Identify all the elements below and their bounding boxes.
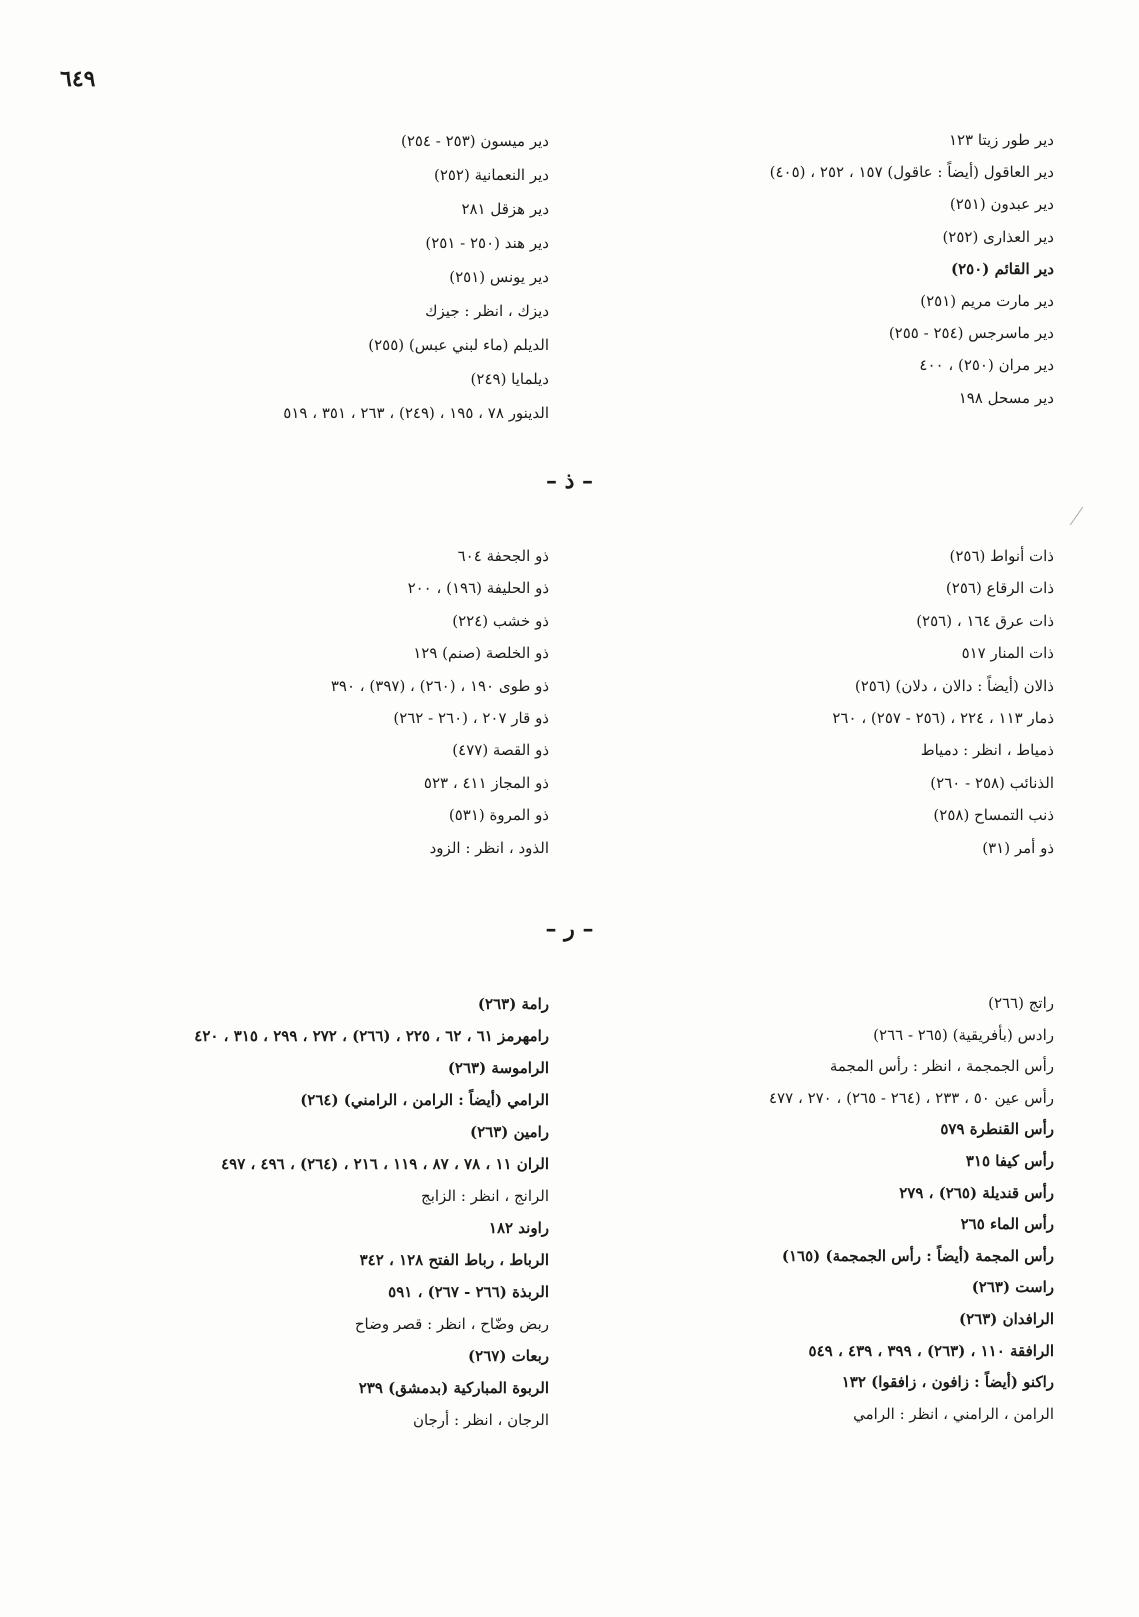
index-entry: دير يونس (٢٥١): [449, 268, 549, 286]
index-entry: ذو طوى ١٩٠ ، (٢٦٠) ، (٣٩٧) ، ٣٩٠: [330, 676, 549, 695]
index-entry: دير عبدون (٢٥١): [949, 195, 1054, 214]
index-entry: دير النعمانية (٢٥٢): [433, 166, 549, 184]
index-entry: ذو خشب (٢٢٤): [452, 611, 549, 630]
index-entry: راوند ١٨٢: [488, 1219, 549, 1237]
page-number: ٦٤٩: [60, 66, 96, 92]
index-entry: رأس كيفا ٣١٥: [965, 1151, 1054, 1170]
index-entry: رامين (٢٦٣): [470, 1123, 549, 1141]
index-entry: الديلم (ماء لبني عبس) (٢٥٥): [368, 336, 549, 354]
index-entry: ذو الخلصة (صنم) ١٢٩: [413, 644, 549, 663]
index-entry: راست (٢٦٣): [971, 1278, 1054, 1297]
index-entry: دير هزقل ٢٨١: [461, 200, 549, 218]
index-entry: الراموسة (٢٦٣): [447, 1059, 549, 1077]
index-entry: رأس عين ٥٠ ، ٢٣٣ ، (٢٦٤ - ٢٦٥) ، ٢٧٠ ، ٤٧٧: [769, 1088, 1054, 1107]
index-entry: الربذة (٢٦٦ - ٢٦٧) ، ٥٩١: [388, 1283, 549, 1301]
index-entry: دير مارت مريم (٢٥١): [920, 291, 1054, 310]
index-column-left: [29, 540, 549, 864]
index-entry: دير القائم (٢٥٠): [950, 259, 1054, 278]
index-column-left: [29, 124, 549, 430]
index-entry: الرافقة ١١٠ ، (٢٦٣) ، ٣٩٩ ، ٤٣٩ ، ٥٤٩: [808, 1341, 1054, 1360]
pencil-mark: [1070, 507, 1083, 526]
index-entry: الربوة المباركية (بدمشق) ٢٣٩: [358, 1379, 549, 1397]
index-entry: دير مران (٢٥٠) ، ٤٠٠: [919, 356, 1054, 375]
index-entry: راتج (٢٦٦): [988, 994, 1054, 1012]
index-entry: الرباط ، رباط الفتح ١٢٨ ، ٣٤٢: [359, 1251, 549, 1269]
index-entry: رأس قنديلة (٢٦٥) ، ٢٧٩: [899, 1183, 1054, 1202]
index-entry: ذات المنار ٥١٧: [961, 644, 1054, 663]
index-entry: الذنائب (٢٥٨ - ٢٦٠): [930, 773, 1054, 792]
index-entry: دير ماسرجس (٢٥٤ - ٢٥٥): [888, 324, 1054, 343]
index-entry: ديزك ، انظر : جيزك: [425, 302, 549, 320]
index-entry: الرجان ، انظر : أرجان: [412, 1411, 549, 1429]
index-entry: دير طور زيتا ١٢٣: [948, 131, 1054, 149]
index-entry: دير العاقول (أيضاً : عاقول) ١٥٧ ، ٢٥٢ ، (٤٠٥): [769, 163, 1054, 182]
index-entry: دير العذارى (٢٥٢): [942, 227, 1054, 246]
index-entry: ربعات (٢٦٧): [468, 1347, 549, 1365]
index-entry: ذالان (أيضاً : دالان ، دلان) (٢٥٦): [854, 676, 1054, 695]
index-entry: دير ميسون (٢٥٣ - ٢٥٤): [400, 132, 549, 150]
index-entry: ربض وضّاح ، انظر : قصر وضاح: [354, 1315, 549, 1333]
index-entry: الرامي (أيضاً : الرامن ، الرامني) (٢٦٤): [300, 1091, 549, 1109]
index-entry: رامة (٢٦٣): [477, 995, 549, 1013]
index-entry: رأس الجمجمة ، انظر : رأس المجمة: [829, 1057, 1054, 1076]
index-entry: ذمار ١١٣ ، ٢٢٤ ، (٢٥٦ - ٢٥٧) ، ٢٦٠: [832, 708, 1054, 727]
index-entry: الرامن ، الرامني ، انظر : الرامي: [853, 1404, 1054, 1423]
index-entry: ذو القصة (٤٧٧): [452, 741, 549, 760]
index-entry: الرافدان (٢٦٣): [958, 1309, 1054, 1328]
index-column-right: [584, 988, 1054, 1430]
index-column-left: [29, 988, 549, 1436]
index-entry: ذو الحليفة (١٩٦) ، ٢٠٠: [407, 579, 549, 598]
index-entry: رادس (بأفريقية) (٢٦٥ - ٢٦٦): [873, 1025, 1054, 1044]
index-entry: الذود ، انظر : الزود: [429, 838, 549, 857]
index-entry: دير هند (٢٥٠ - ٢٥١): [425, 234, 549, 252]
index-entry: ذو المروة (٥٣١): [448, 806, 549, 825]
index-entry: الرانج ، انظر : الزابج: [421, 1187, 549, 1205]
index-entry: ذو الجحفة ٦٠٤: [457, 547, 549, 565]
index-entry: رامهرمز ٦١ ، ٦٢ ، ٢٢٥ ، (٢٦٦) ، ٢٧٢ ، ٢٩٩ ، ٣١٥ ، ٤٢٠: [194, 1027, 549, 1045]
index-entry: ذات عرق ١٦٤ ، (٢٥٦): [916, 611, 1054, 630]
index-entry: ذو أمر (٣١): [982, 838, 1054, 857]
index-entry: ذو قار ٢٠٧ ، (٢٦٠ - ٢٦٢): [393, 708, 549, 727]
index-entry: ذو المجاز ٤١١ ، ٥٢٣: [423, 773, 549, 792]
index-entry: رأس القنطرة ٥٧٩: [940, 1120, 1054, 1139]
section-heading: – ر –: [545, 916, 594, 942]
index-entry: رأس المجمة (أيضاً : رأس الجمجمة) (١٦٥): [781, 1246, 1054, 1265]
index-entry: الران ١١ ، ٧٨ ، ٨٧ ، ١١٩ ، ٢١٦ ، (٢٦٤) ، ٤٩٦ ، ٤٩٧: [221, 1155, 549, 1173]
section-heading: – ذ –: [545, 468, 594, 494]
index-entry: رأس الماء ٢٦٥: [960, 1215, 1054, 1234]
index-entry: ذات أنواط (٢٥٦): [949, 547, 1054, 565]
index-entry: راكنو (أيضاً : زافون ، زافقوا) ١٣٢: [841, 1373, 1054, 1392]
index-entry: دير مسحل ١٩٨: [958, 388, 1054, 407]
index-entry: ذات الرقاع (٢٥٦): [945, 579, 1054, 598]
index-entry: ذنب التمساح (٢٥٨): [933, 806, 1054, 825]
index-entry: ذمياط ، انظر : دمياط: [920, 741, 1054, 760]
index-entry: الدينور ٧٨ ، ١٩٥ ، (٢٤٩) ، ٢٦٣ ، ٣٥١ ، ٥١٩: [283, 404, 549, 422]
index-column-right: [584, 540, 1054, 864]
index-column-right: [584, 124, 1054, 414]
index-entry: ديلمايا (٢٤٩): [470, 370, 549, 388]
